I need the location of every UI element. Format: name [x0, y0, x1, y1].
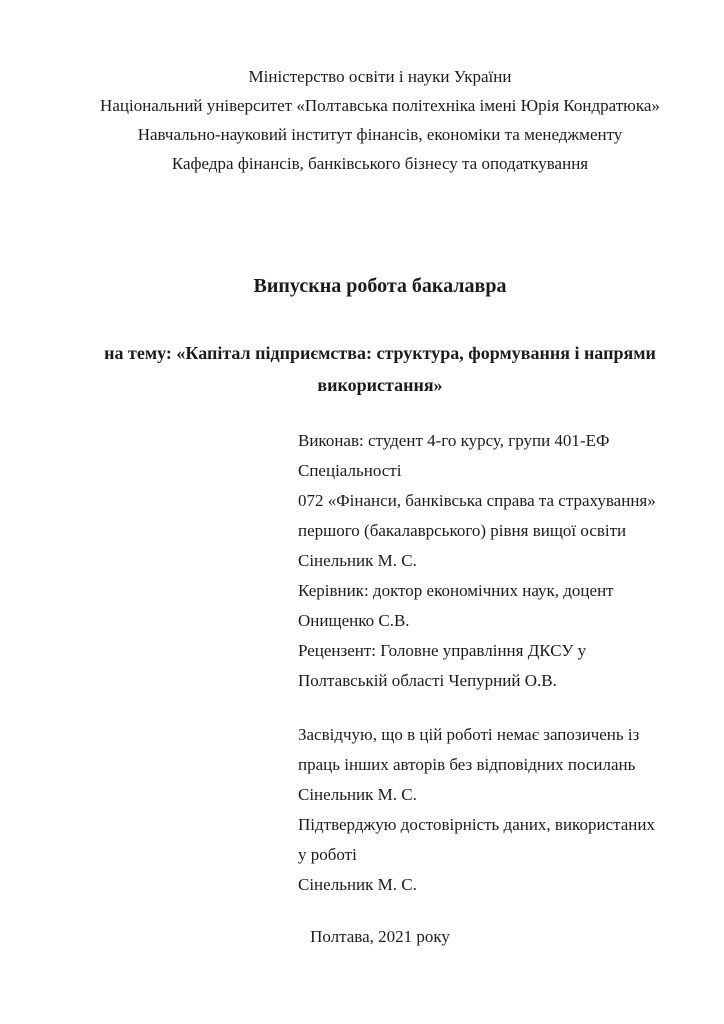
credentials-line-degree-level: першого (бакалаврського) рівня вищої освіти [298, 521, 627, 540]
institution-header [92, 62, 668, 178]
thesis-topic-line: на тему: «Капітал підприємства: структура, формування і напрями [104, 343, 656, 363]
credentials-line-author-name: Сінельник М. С. [298, 551, 417, 570]
declaration-signature: Сінельник М. С. [298, 785, 417, 804]
header-line-department: Кафедра фінансів, банківського бізнесу та оподаткування [171, 154, 589, 173]
declaration-line: Засвідчую, що в цій роботі немає запозичень із [298, 725, 640, 744]
declaration-line: у роботі [298, 845, 357, 864]
declaration-line: Підтверджую достовірність даних, використаних [298, 815, 655, 834]
credentials-line-supervisor-name: Онищенко С.В. [298, 611, 410, 630]
header-line-ministry: Міністерство освіти і науки України [248, 67, 512, 86]
credentials-line-specialty-label: Спеціальності [298, 461, 402, 480]
place-and-year: Полтава, 2021 року [310, 927, 450, 946]
credentials-line-reviewer-name: Полтавській області Чепурний О.В. [298, 671, 557, 690]
credentials-line-specialty-code: 072 «Фінанси, банківська справа та страхування» [298, 491, 656, 510]
credentials-line-author: Виконав: студент 4-го курсу, групи 401-ЕФ [298, 431, 610, 450]
credentials-line-supervisor: Керівник: доктор економічних наук, доцент [298, 581, 614, 600]
declaration-line: праць інших авторів без відповідних посилань [298, 755, 636, 774]
declaration-signature: Сінельник М. С. [298, 875, 417, 894]
header-line-university: Національний університет «Полтавська політехніка імені Юрія Кондратюка» [100, 96, 660, 115]
declaration-block [298, 720, 668, 900]
thesis-title: Випускна робота бакалавра [253, 275, 507, 297]
credentials-block [298, 426, 668, 696]
thesis-topic [92, 337, 668, 401]
thesis-topic-line: використання» [317, 375, 443, 395]
header-line-institute: Навчально-науковий інститут фінансів, економіки та менеджменту [137, 125, 623, 144]
credentials-line-reviewer: Рецензент: Головне управління ДКСУ у [298, 641, 587, 660]
